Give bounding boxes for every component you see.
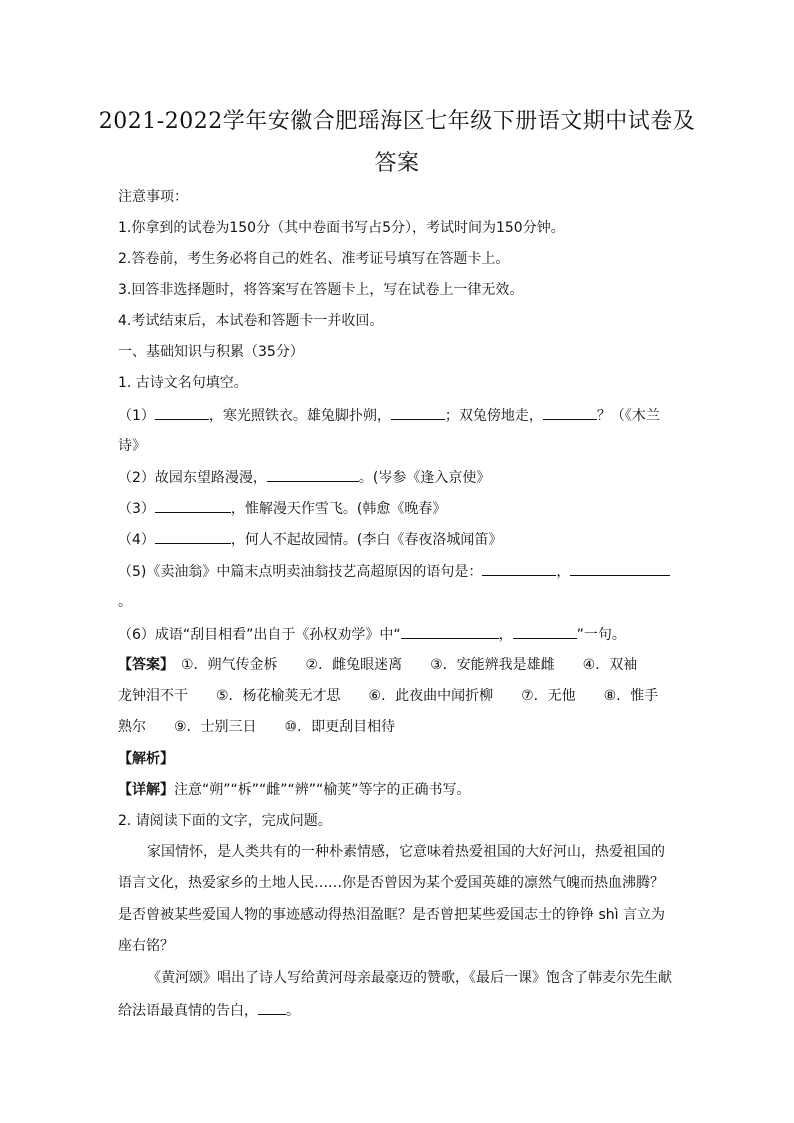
notice-item-4: 4.考试结束后，本试卷和答题卡一并收回。 — [118, 313, 384, 329]
answer-line-3: 熟尔 ⑨．士别三日 ⑩．即更刮目相待 — [118, 719, 396, 735]
q1-s2-text-b: 。(岑参《逢入京使》 — [358, 470, 491, 486]
answer-blank — [401, 624, 499, 639]
question-1-sub-5-cont: 。 — [118, 594, 132, 610]
analysis-detail — [118, 780, 678, 800]
passage-p1-line-1: 家国情怀，是人类共有的一种朴素情感，它意味着热爱祖国的大好河山，热爱祖国的 — [147, 844, 665, 860]
question-2-stem: 2. 请阅读下面的文字，完成问题。 — [118, 813, 332, 829]
question-1-sub-1-cont: 诗》 — [118, 438, 146, 454]
answer-label: 【答案】 — [118, 657, 167, 673]
passage-p2-line-1: 《黄河颂》唱出了诗人写给黄河母亲最豪迈的赞歌，《最后一课》饱含了韩麦尔先生献 — [147, 970, 672, 986]
answer-blank — [258, 1000, 286, 1015]
q1-s5-text-a: （5)《卖油翁》中篇末点明卖油翁技艺高超原因的语句是： — [118, 564, 483, 580]
analysis-label: 【解析】 — [118, 751, 174, 767]
section-1-heading: 一、基础知识与积累（35分） — [118, 344, 304, 360]
q1-s4-text: ，何人不起故园情。(李白《春夜洛城闻笛》 — [230, 532, 503, 548]
q1-s6-text-b: ， — [498, 627, 513, 643]
answer-blank — [155, 498, 231, 513]
answer-blank — [391, 405, 445, 420]
notice-heading: 注意事项： — [118, 189, 188, 205]
passage-p2-line-2 — [118, 1000, 678, 1021]
q1-s1-prefix: （1） — [118, 408, 155, 424]
passage-p1-line-2: 语言文化，热爱家乡的土地人民……你是否曾因为某个爱国英雄的凛然气魄而热血沸腾？ — [118, 875, 664, 891]
q1-s6-text-c: ”一句。 — [576, 627, 626, 643]
exam-title-line-2: 答案 — [374, 151, 420, 176]
q1-s6-text-a: （6）成语“刮目相看”出自于《孙权劝学》中“ — [118, 627, 401, 643]
passage-p2-text: 给法语最真情的告白， — [118, 1003, 258, 1019]
answer-blank — [482, 561, 556, 576]
notice-item-1: 1.你拿到的试卷为150分（其中卷面书写占5分），考试时间为150分钟。 — [118, 220, 565, 236]
question-1-stem: 1. 古诗文名句填空。 — [118, 375, 248, 391]
notice-item-3: 3.回答非选择题时，将答案写在答题卡上，写在试卷上一律无效。 — [118, 282, 524, 298]
q1-s4-prefix: （4） — [118, 532, 155, 548]
q1-s5-text-b: ， — [556, 564, 571, 580]
question-1-sub-2 — [118, 467, 678, 488]
answer-blank — [570, 561, 670, 576]
q1-s1-text-c: ？（《木兰 — [596, 408, 660, 424]
question-1-sub-1 — [118, 405, 678, 426]
answer-line-2: 龙钟泪不干 ⑤．杨花榆荚无才思 ⑥．此夜曲中闻折柳 ⑦．无他 ⑧．惟手 — [118, 688, 659, 704]
exam-title-line-1: 2021-2022学年安徽合肥瑶海区七年级下册语文期中试卷及 — [98, 109, 696, 134]
answer-blank — [267, 467, 359, 482]
notice-item-2: 2.答卷前，考生务必将自己的姓名、准考证号填写在答题卡上。 — [118, 251, 510, 267]
answer-text-1: ①．朔气传金柝 ②．雌兔眼迷离 ③．安能辨我是雄雌 ④．双袖 — [181, 657, 638, 673]
answer-line-1 — [118, 655, 678, 675]
q1-s3-text: ，惟解漫天作雪飞。(韩愈《晚春》 — [230, 501, 447, 517]
detail-label: 【详解】 — [118, 782, 174, 798]
question-1-sub-3 — [118, 498, 678, 519]
passage-p1-line-3: 是否曾被某些爱国人物的事迹感动得热泪盈眶？是否曾把某些爱国志士的铮铮 shì 言立为 — [118, 907, 665, 923]
answer-blank — [543, 405, 597, 420]
answer-blank — [155, 529, 231, 544]
question-1-sub-6 — [118, 624, 678, 645]
passage-p2-end: 。 — [286, 1003, 300, 1019]
detail-text: 注意“朔”“柝”“雌”“辨”“榆荚”等字的正确书写。 — [174, 782, 471, 798]
passage-p1-line-4: 座右铭？ — [118, 938, 174, 954]
q1-s1-text-b: ；双兔傍地走， — [444, 408, 543, 424]
question-1-sub-5 — [118, 561, 678, 582]
question-1-sub-4 — [118, 529, 678, 550]
answer-blank — [155, 405, 209, 420]
q1-s3-prefix: （3） — [118, 501, 155, 517]
q1-s2-text-a: （2）故园东望路漫漫， — [118, 470, 267, 486]
answer-blank — [513, 624, 577, 639]
q1-s1-text-a: ，寒光照铁衣。雄兔脚扑朔， — [208, 408, 391, 424]
